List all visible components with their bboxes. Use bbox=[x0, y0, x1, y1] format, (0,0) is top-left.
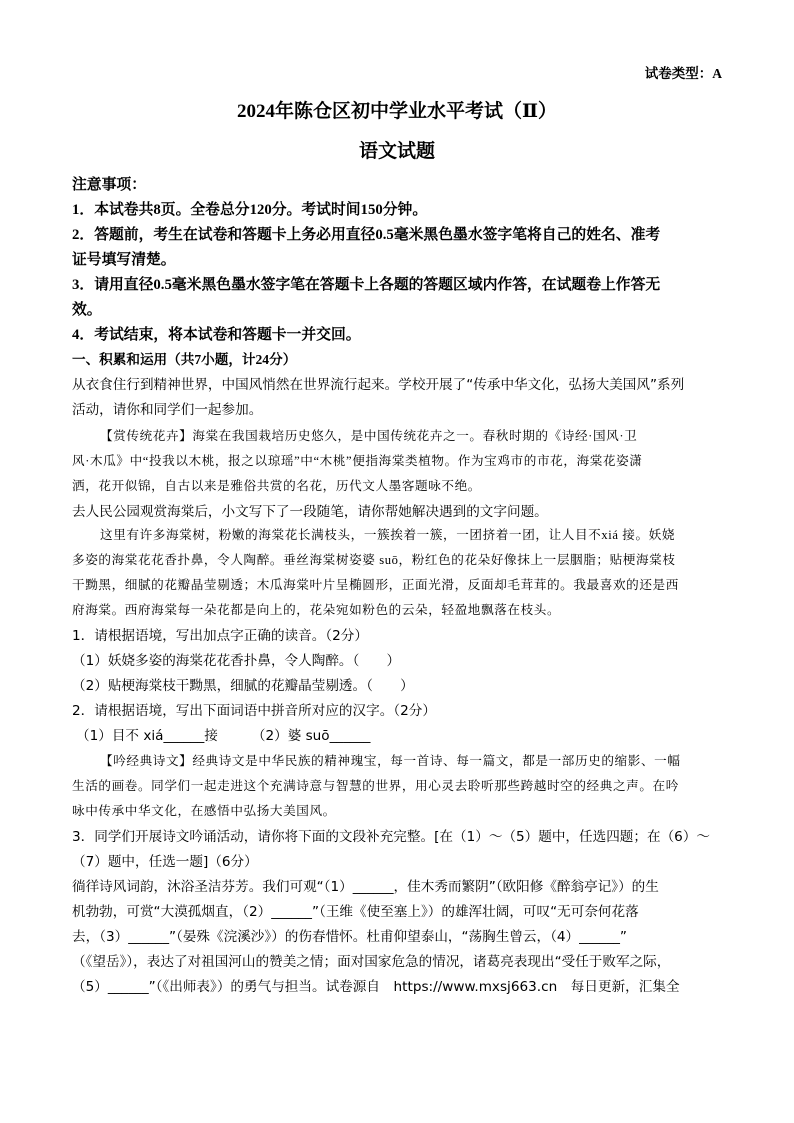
notice-line: 2．答题前，考生在试卷和答题卡上务必用直径0.5毫米黑色墨水签字笔将自己的姓名、准考 bbox=[72, 227, 661, 243]
flower-block-line: 风·木瓜》中“投我以木桃，报之以琼瑶”中“木桃”便指海棠类植物。作为宝鸡市的市花，海棠花姿潇 bbox=[72, 454, 643, 468]
poem-block-line: 生活的画卷。同学们一起走进这个充满诗意与智慧的世界，用心灵去聆听那些跨越时空的经典之声。在吟 bbox=[72, 779, 679, 793]
park-intro: 去人民公园观赏海棠后，小文写下了一段随笔，请你帮她解决遇到的文字问题。 bbox=[72, 504, 548, 520]
flower-block-line: 【赏传统花卉】海棠在我国栽培历史悠久，是中国传统花卉之一。春秋时期的《诗经·国风·卫 bbox=[100, 429, 638, 443]
notice-line: 3．请用直径0.5毫米黑色墨水签字笔在答题卡上各题的答题区域内作答，在试题卷上作答无 bbox=[72, 277, 661, 293]
flower-block-line: 洒，花开似锦，自古以来是雅俗共赏的名花，历代文人墨客题咏不绝。 bbox=[72, 479, 482, 493]
question-3-stem: （7）题中，任选一题]（6分） bbox=[72, 854, 258, 870]
question-2-items: （1）目不 xiá______接 （2）婆 suō______ bbox=[76, 728, 371, 744]
section-intro: 活动，请你和同学们一起参加。 bbox=[72, 402, 263, 418]
essay-line: 府海棠。西府海棠每一朵花都是向上的，花朵宛如粉色的云朵，轻盈地飘落在枝头。 bbox=[72, 603, 561, 617]
question-3-body: （《望岳》），表达了对祖国河山的赞美之情；面对国家危急的情况，诸葛亮表现出“受任于败军之际， bbox=[72, 954, 671, 970]
section-heading: 一、积累和运用（共7小题，计24分） bbox=[72, 352, 297, 367]
notice-line: 1．本试卷共8页。全卷总分120分。考试时间150分钟。 bbox=[72, 202, 428, 218]
poem-block-line: 咏中传承中华文化，在感悟中弘扬大美国风。 bbox=[72, 804, 336, 818]
question-3-body: （5）______”（《出师表》）的勇气与担当。试卷源自 https://www.mxsj663.cn 每日更新，汇集全 bbox=[72, 979, 680, 995]
question-2-stem: 2．请根据语境，写出下面词语中拼音所对应的汉字。（2分） bbox=[72, 703, 436, 719]
question-3-body: 机勃勃，可赏“大漠孤烟直，（2）______”（王维《使至塞上》）的雄浑壮阔，可叹“无可奈何花落 bbox=[72, 904, 639, 920]
question-3-body: 去，（3）______”（晏殊《浣溪沙》）的伤春惜怀。杜甫仰望泰山，“荡胸生曾云，（4）______” bbox=[72, 929, 627, 945]
question-1-item: （1）妖娆多姿的海棠花花香扑鼻，令人陶醉。（ ） bbox=[72, 653, 401, 669]
essay-line: 多姿的海棠花花香扑鼻，令人陶醉。垂丝海棠树姿婆 suō，粉红色的花朵好像抹上一层胭脂；贴梗海棠枝 bbox=[72, 553, 676, 567]
notice-line: 效。 bbox=[72, 302, 102, 318]
paper-type-label: 试卷类型：A bbox=[644, 66, 722, 81]
poem-block-line: 【吟经典诗文】经典诗文是中华民族的精神瑰宝，每一首诗、每一篇文，都是一部历史的缩影、一幅 bbox=[100, 754, 681, 768]
essay-line: 这里有许多海棠树，粉嫩的海棠花长满枝头，一簇挨着一簇，一团挤着一团，让人目不xiá 接。妖娆 bbox=[100, 528, 676, 542]
question-1-item: （2）贴梗海棠枝干黝黑，细腻的花瓣晶莹剔透。（ ） bbox=[72, 678, 414, 694]
exam-subtitle: 语文试题 bbox=[358, 141, 435, 162]
exam-title: 2024年陈仓区初中学业水平考试（Ⅱ） bbox=[236, 101, 557, 122]
question-1-stem: 1．请根据语境，写出加点字正确的读音。（2分） bbox=[72, 628, 368, 644]
question-3-body: 徜徉诗风词韵，沐浴圣洁芬芳。我们可观“（1）______，佳木秀而繁阴”（欧阳修《醉翁亭记》）的生 bbox=[72, 879, 659, 895]
notice-heading: 注意事项： bbox=[72, 177, 146, 193]
question-3-stem: 3．同学们开展诗文吟诵活动，请你将下面的文段补充完整。[在（1）～（5）题中，任选四题；在（6）～ bbox=[72, 829, 711, 845]
notice-line: 4．考试结束，将本试卷和答题卡一并交回。 bbox=[72, 327, 361, 343]
essay-line: 干黝黑，细腻的花瓣晶莹剔透；木瓜海棠叶片呈椭圆形，正面光滑，反面却毛茸茸的。我最喜欢的还是西 bbox=[72, 578, 679, 592]
section-intro: 从衣食住行到精神世界，中国风悄然在世界流行起来。学校开展了“传承中华文化，弘扬大美国风”系列 bbox=[72, 377, 685, 393]
notice-line: 证号填写清楚。 bbox=[72, 252, 176, 268]
